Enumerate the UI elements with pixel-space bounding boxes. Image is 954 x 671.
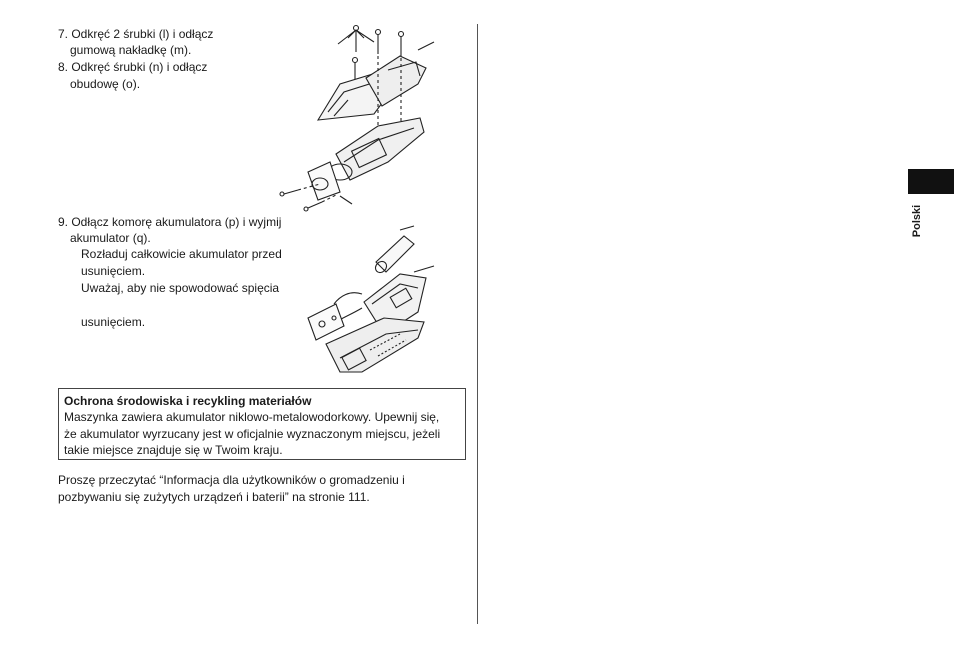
step-9-note-2a: Uważaj, aby nie spowodować spięcia <box>81 281 280 295</box>
footer-line-2: pozbywaniu się zużytych urządzeń i baterii” na stronie 111. <box>58 490 370 504</box>
environment-box-title: Ochrona środowiska i recykling materiałów <box>64 394 312 408</box>
step-8-line-1: 8. Odkręć śrubki (n) i odłącz <box>58 60 208 74</box>
step-9-note-2b: usunięciem. <box>81 315 146 329</box>
column-divider <box>477 24 478 624</box>
step-9-line-1: 9. Odłącz komorę akumulatora (p) i wyjmij <box>58 215 282 229</box>
step-9-line-2: akumulator (q). <box>70 231 151 245</box>
shaver-disassembly-diagram <box>278 22 438 218</box>
step-9-note-1b: usunięciem. <box>81 264 146 278</box>
environment-recycling-box <box>58 388 466 460</box>
language-tab-marker <box>908 169 954 194</box>
step-9-note-1a: Rozładuj całkowicie akumulator przed <box>81 247 282 261</box>
language-label: Polski <box>911 204 923 238</box>
step-7-line-1: 7. Odkręć 2 śrubki (l) i odłącz <box>58 27 214 41</box>
environment-box-line-3: takie miejsce znajduje się w Twoim kraju. <box>64 443 283 457</box>
language-side-label <box>905 206 929 236</box>
environment-box-line-2: że akumulator wyrzucany jest w oficjalnie wyznaczonym miejscu, jeżeli <box>64 427 441 441</box>
step-7-line-2: gumową nakładkę (m). <box>70 43 192 57</box>
footer-line-1: Proszę przeczytać “Informacja dla użytkowników o gromadzeniu i <box>58 473 405 487</box>
battery-removal-diagram <box>300 222 440 382</box>
step-8-line-2: obudowę (o). <box>70 77 141 91</box>
environment-box-line-1: Maszynka zawiera akumulator niklowo-metalowodorkowy. Upewnij się, <box>64 410 440 424</box>
